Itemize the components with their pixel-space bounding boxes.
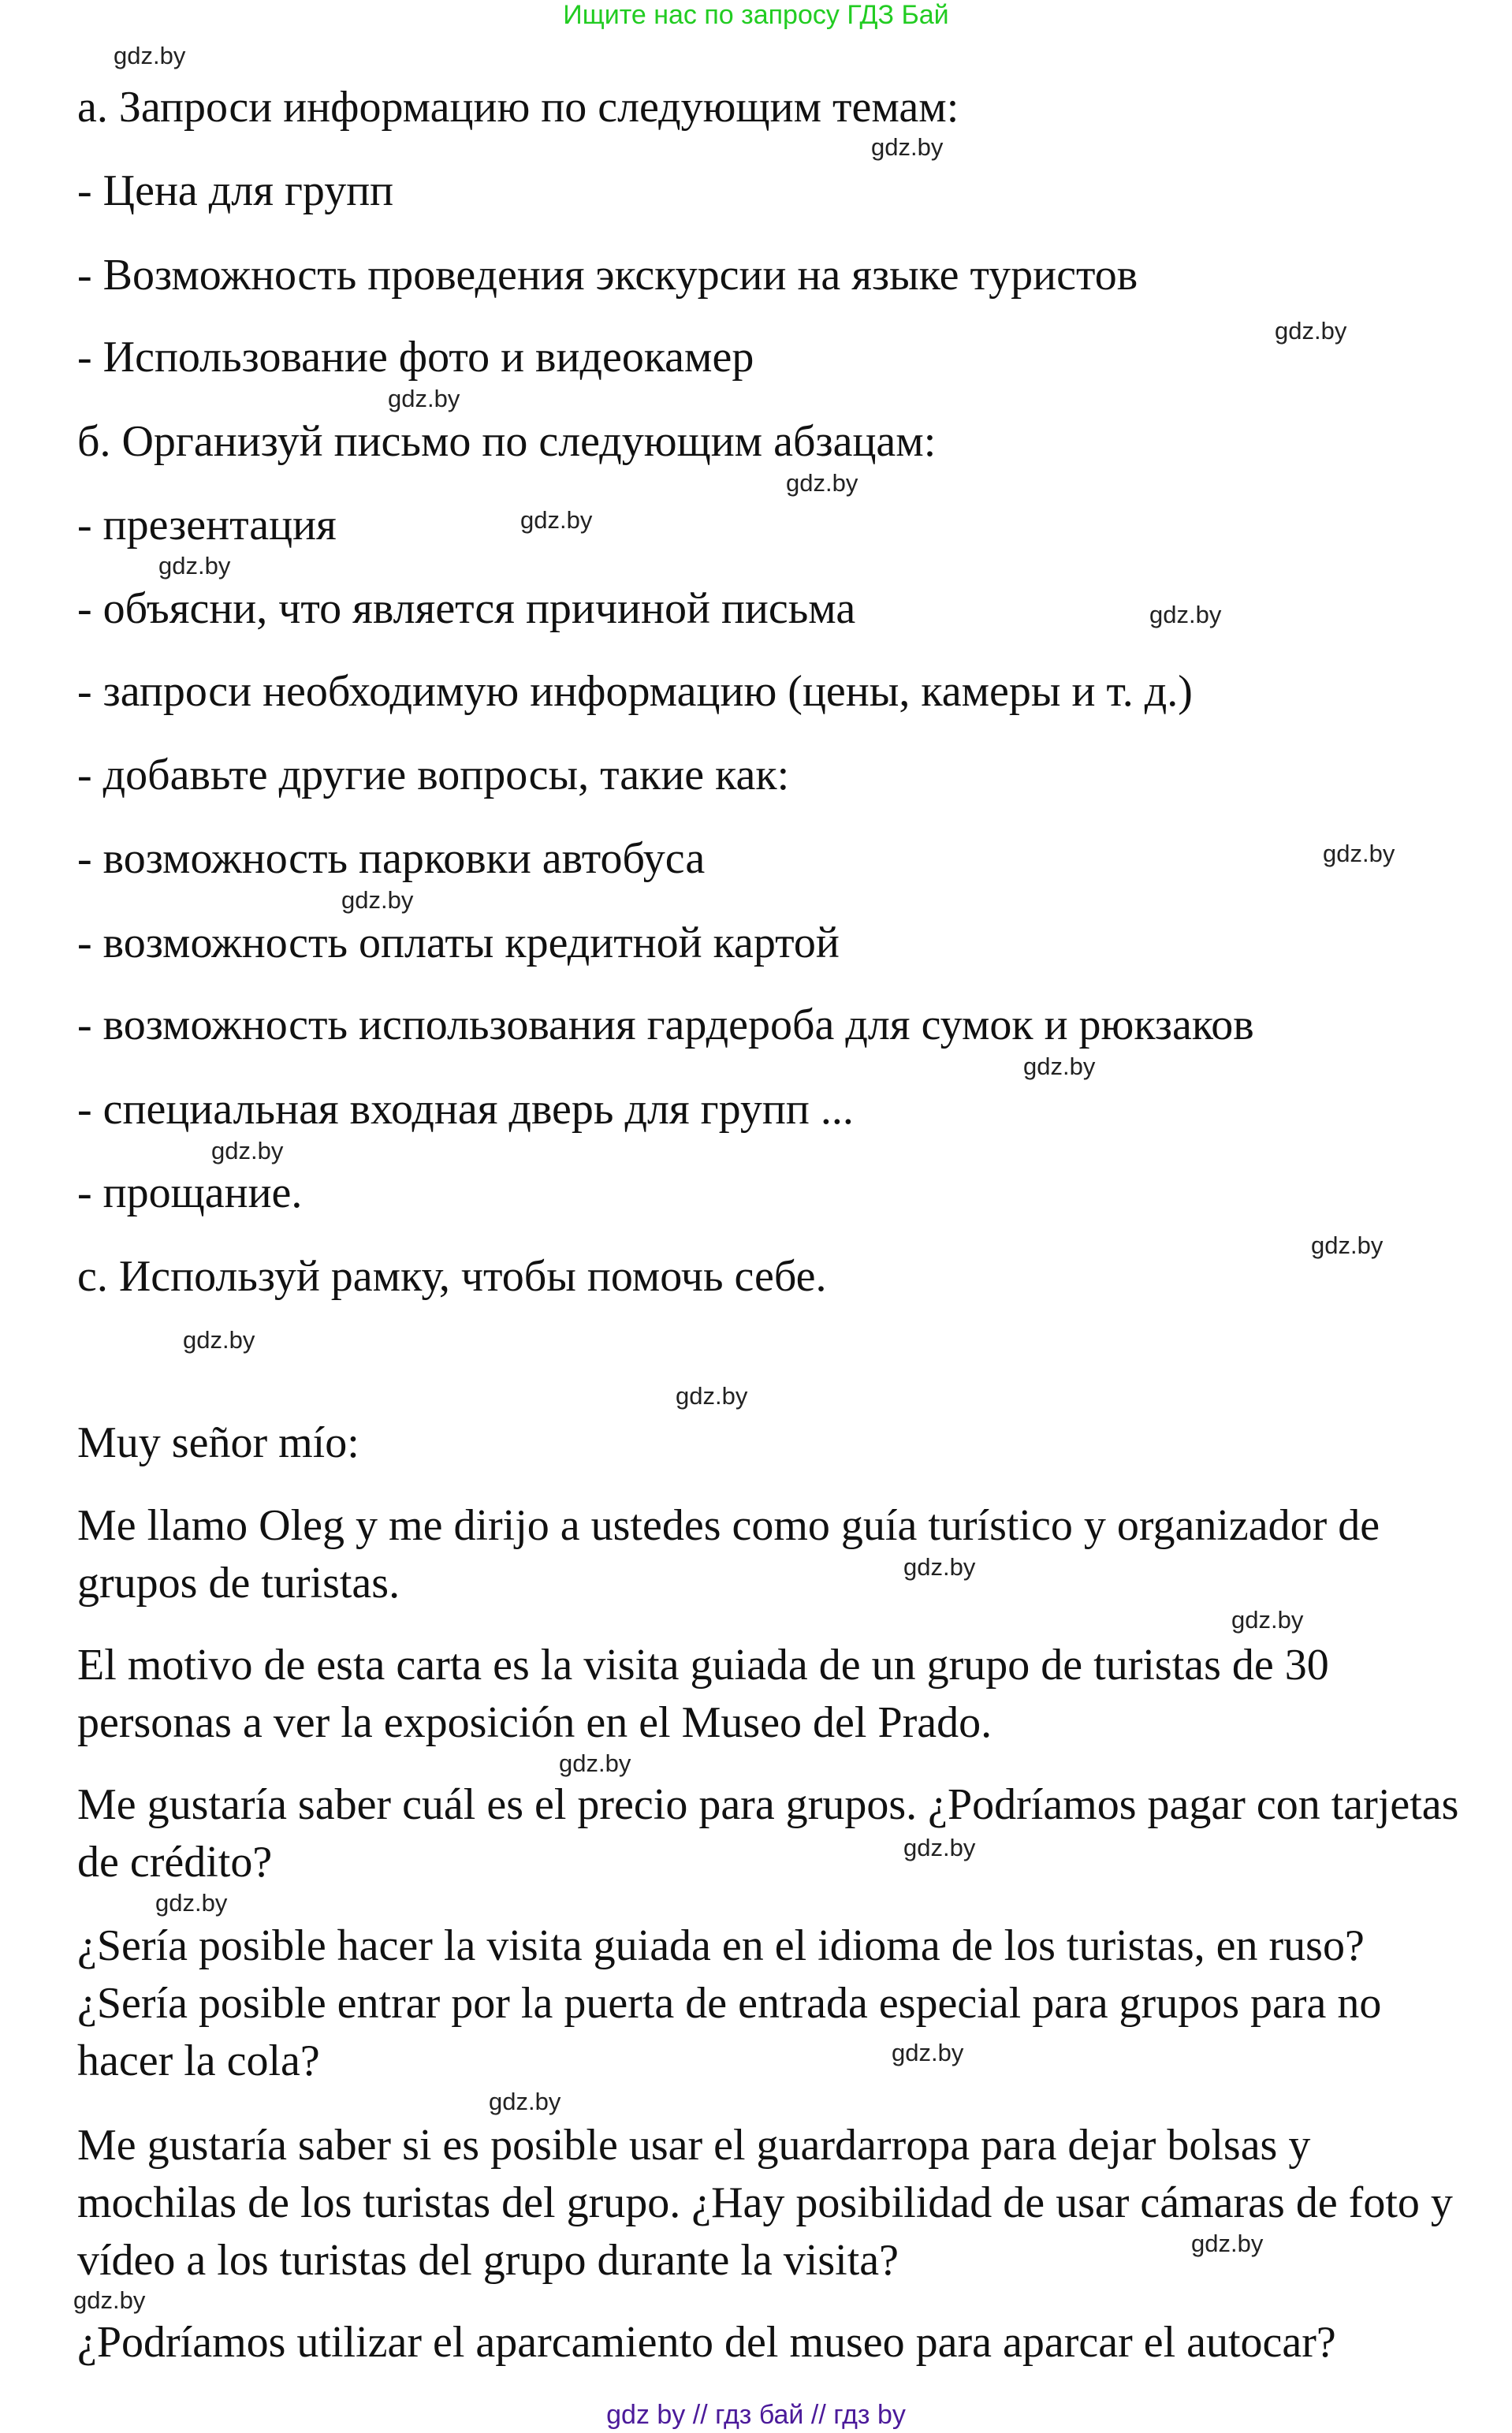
letter-paragraph: Me llamo Oleg y me dirijo a ustedes como guía turístico y organizador de grupos de turistas. [77, 1501, 1380, 1608]
letter-paragraph: ¿Sería posible hacer la visita guiada en el idioma de los turistas, en ruso? ¿Sería posible entrar por la puerta de entrada especial para grupos para no hacer la cola? [77, 1921, 1382, 2085]
instruction-line: - презентация [77, 501, 337, 550]
watermark: gdz.by [489, 2088, 561, 2115]
letter-greeting: Muy señor mío: [77, 1418, 359, 1467]
instruction-line: - прощание. [77, 1168, 303, 1217]
letter-paragraph: Me gustaría saber cuál es el precio para grupos. ¿Podríamos pagar con tarjetas de crédito? [77, 1780, 1459, 1887]
instruction-line: a. Запроси информацию по следующим темам: [77, 83, 959, 132]
watermark: gdz.by [158, 552, 231, 579]
letter-paragraph: Me gustaría saber si es posible usar el guardarropa para dejar bolsas y mochilas de los turistas del grupo. ¿Hay posibilidad de usar cámaras de foto y vídeo a los turistas del grupo durante la visita? [77, 2121, 1453, 2285]
letter-paragraph: El motivo de esta carta es la visita guiada de un grupo de turistas de 30 personas a ver la exposición en el Museo del Prado. [77, 1641, 1329, 1747]
instruction-line: - добавьте другие вопросы, такие как: [77, 751, 790, 799]
instruction-line: - Возможность проведения экскурсии на языке туристов [77, 251, 1138, 300]
watermark: gdz.by [871, 133, 944, 161]
watermark: gdz.by [183, 1326, 255, 1354]
watermark: gdz.by [903, 1834, 976, 1861]
instruction-line: - Использование фото и видеокамер [77, 333, 754, 382]
watermark: gdz.by [676, 1382, 748, 1410]
watermark: gdz.by [1311, 1231, 1384, 1259]
watermark: gdz.by [388, 385, 460, 412]
instruction-line: - возможность парковки автобуса [77, 834, 706, 883]
instruction-line: б. Организуй письмо по следующим абзацам: [77, 417, 937, 466]
instruction-line: - возможность использования гардероба для сумок и рюкзаков [77, 1000, 1254, 1049]
watermark: gdz.by [341, 886, 414, 914]
watermark: gdz.by [114, 42, 186, 69]
watermark: gdz.by [155, 1889, 228, 1917]
watermark: gdz.by [520, 506, 593, 534]
watermark: gdz.by [73, 2286, 146, 2314]
watermark: gdz.by [786, 469, 858, 497]
instruction-line: - объясни, что является причиной письма [77, 584, 856, 633]
watermark: gdz.by [1231, 1606, 1304, 1634]
letter-paragraph: ¿Podríamos utilizar el aparcamiento del museo para aparcar el autocar? [77, 2318, 1336, 2367]
site-banner: Ищите нас по запросу ГДЗ Бай [563, 0, 949, 30]
watermark: gdz.by [1149, 601, 1222, 628]
watermark: gdz.by [1275, 317, 1347, 345]
instruction-line: - специальная входная дверь для групп ... [77, 1085, 854, 1134]
footer-links[interactable]: gdz by // гдз бай // гдз by [606, 2400, 906, 2430]
watermark: gdz.by [559, 1749, 631, 1777]
watermark: gdz.by [1023, 1053, 1096, 1080]
watermark: gdz.by [903, 1553, 976, 1581]
watermark: gdz.by [211, 1137, 284, 1164]
instruction-line: - Цена для групп [77, 166, 394, 215]
instruction-line: c. Используй рамку, чтобы помочь себе. [77, 1252, 827, 1301]
watermark: gdz.by [892, 2039, 964, 2066]
watermark: gdz.by [1191, 2230, 1264, 2257]
instruction-line: - возможность оплаты кредитной картой [77, 918, 840, 967]
instruction-line: - запроси необходимую информацию (цены, камеры и т. д.) [77, 667, 1193, 716]
watermark: gdz.by [1323, 840, 1395, 867]
